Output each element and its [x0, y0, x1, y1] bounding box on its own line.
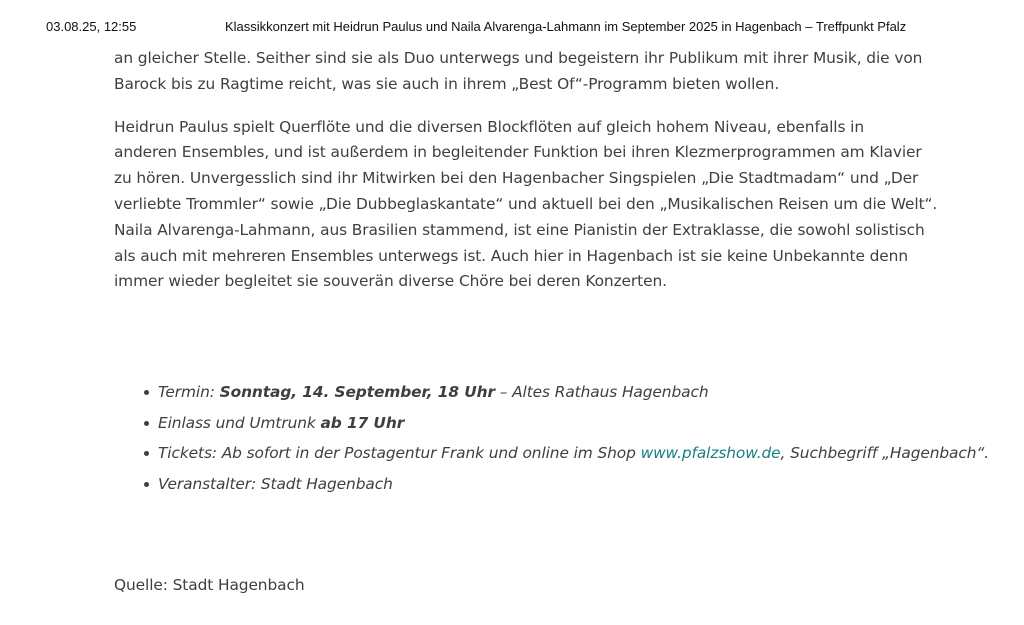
print-timestamp: 03.08.25, 12:55 — [46, 19, 137, 34]
paragraph-line: zu hören. Unvergesslich sind ihr Mitwirken bei den Hagenbacher Singspielen „Die Stadtmadam“ und „Der — [114, 169, 919, 188]
event-facts-list — [114, 377, 990, 499]
fact-einlass — [158, 408, 914, 439]
paragraph-line: verliebte Trommler“ sowie „Die Dubbeglaskantate“ und aktuell bei den „Musikalischen Reisen um die Welt“. — [114, 194, 938, 213]
pfalzshow-link[interactable]: www.pfalzshow.de — [640, 444, 781, 463]
paragraph-intro-continuation — [114, 46, 923, 98]
termin-location: – Altes Rathaus Hagenbach — [494, 383, 709, 402]
einlass-label: Einlass und Umtrunk — [158, 413, 321, 432]
paragraph-line: immer wieder begleitet sie souverän diverse Chöre bei deren Konzerten. — [114, 272, 667, 291]
paragraph-line: Heidrun Paulus spielt Querflöte und die diversen Blockflöten auf gleich hohem Niveau, ebenfalls in — [114, 117, 865, 136]
termin-label: Termin: — [158, 383, 220, 402]
paragraph-line: Barock bis zu Ragtime reicht, was sie auch in ihrem „Best Of“-Programm bieten wollen. — [114, 74, 780, 93]
einlass-time: ab 17 Uhr — [320, 413, 405, 432]
fact-termin — [158, 377, 914, 408]
print-header — [0, 19, 1024, 35]
paragraph-line: als auch mit mehreren Ensembles unterwegs ist. Auch hier in Hagenbach ist sie keine Unbekannte denn — [114, 246, 908, 265]
print-document-title: Klassikkonzert mit Heidrun Paulus und Naila Alvarenga-Lahmann im September 2025 in Hagenbach – Treffpunkt Pfalz — [225, 19, 907, 34]
paragraph-artists — [114, 115, 938, 296]
fact-tickets — [158, 438, 990, 469]
fact-veranstalter: Veranstalter: Stadt Hagenbach — [158, 469, 914, 500]
article-body — [114, 46, 990, 599]
termin-date: Sonntag, 14. September, 18 Uhr — [219, 383, 495, 402]
paragraph-line: an gleicher Stelle. Seither sind sie als Duo unterwegs und begeistern ihr Publikum mit ihrer Musik, die von — [114, 49, 923, 67]
source-credit: Quelle: Stadt Hagenbach — [114, 576, 305, 595]
paragraph-line: Naila Alvarenga-Lahmann, aus Brasilien stammend, ist eine Pianistin der Extraklasse, die sowohl solistisch — [114, 220, 925, 239]
tickets-prefix: Tickets: Ab sofort in der Postagentur Frank und online im Shop — [158, 444, 641, 463]
paragraph-line: anderen Ensembles, und ist außerdem in begleitender Funktion bei ihren Klezmerprogrammen am Klavier — [114, 143, 922, 162]
tickets-suffix: , Suchbegriff „Hagenbach“. — [780, 444, 990, 463]
